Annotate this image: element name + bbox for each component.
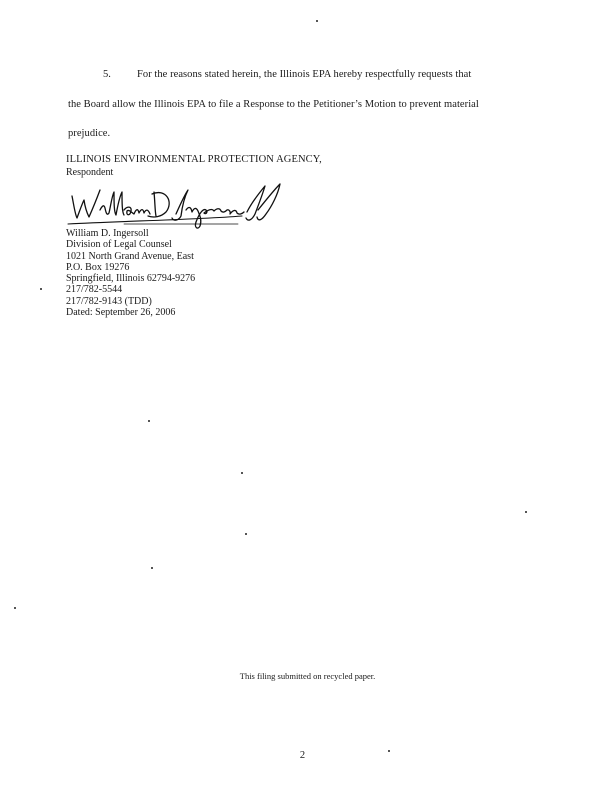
recycled-paper-note: This filing submitted on recycled paper. [239,671,376,681]
paragraph-line-2: the Board allow the Illinois EPA to file a Response to the Petitioner’s Motion to prevent material [68,99,479,110]
page-number: 2 [299,750,306,761]
handwritten-signature [62,180,302,232]
address-line: Division of Legal Counsel [66,239,172,251]
address-block [66,228,195,318]
scan-speck [241,472,243,474]
paragraph-number: 5. [103,69,111,80]
scan-speck [151,567,153,569]
paragraph-text-1: For the reasons stated herein, the Illinois EPA hereby respectfully requests that [137,69,472,80]
scan-speck [40,288,42,290]
scan-speck [316,20,318,22]
address-line: 217/782-9143 (TDD) [66,295,152,307]
date-line: Dated: September 26, 2006 [66,307,176,319]
scan-speck [14,607,16,609]
scan-speck [388,750,390,752]
scan-speck [148,420,150,422]
address-line: 217/782-5544 [66,284,123,296]
agency-name: ILLINOIS ENVIRONMENTAL PROTECTION AGENCY, [66,154,322,165]
address-line: Springfield, Illinois 62794-9276 [66,273,196,285]
paragraph-line-1 [103,69,471,80]
scan-speck [245,533,247,535]
address-line: William D. Ingersoll [66,228,149,239]
address-line: P.O. Box 19276 [66,261,130,273]
address-line: 1021 North Grand Avenue, East [66,250,194,262]
respondent-label: Respondent [66,167,114,178]
scan-speck [525,511,527,513]
paragraph-line-3: prejudice. [68,128,111,139]
